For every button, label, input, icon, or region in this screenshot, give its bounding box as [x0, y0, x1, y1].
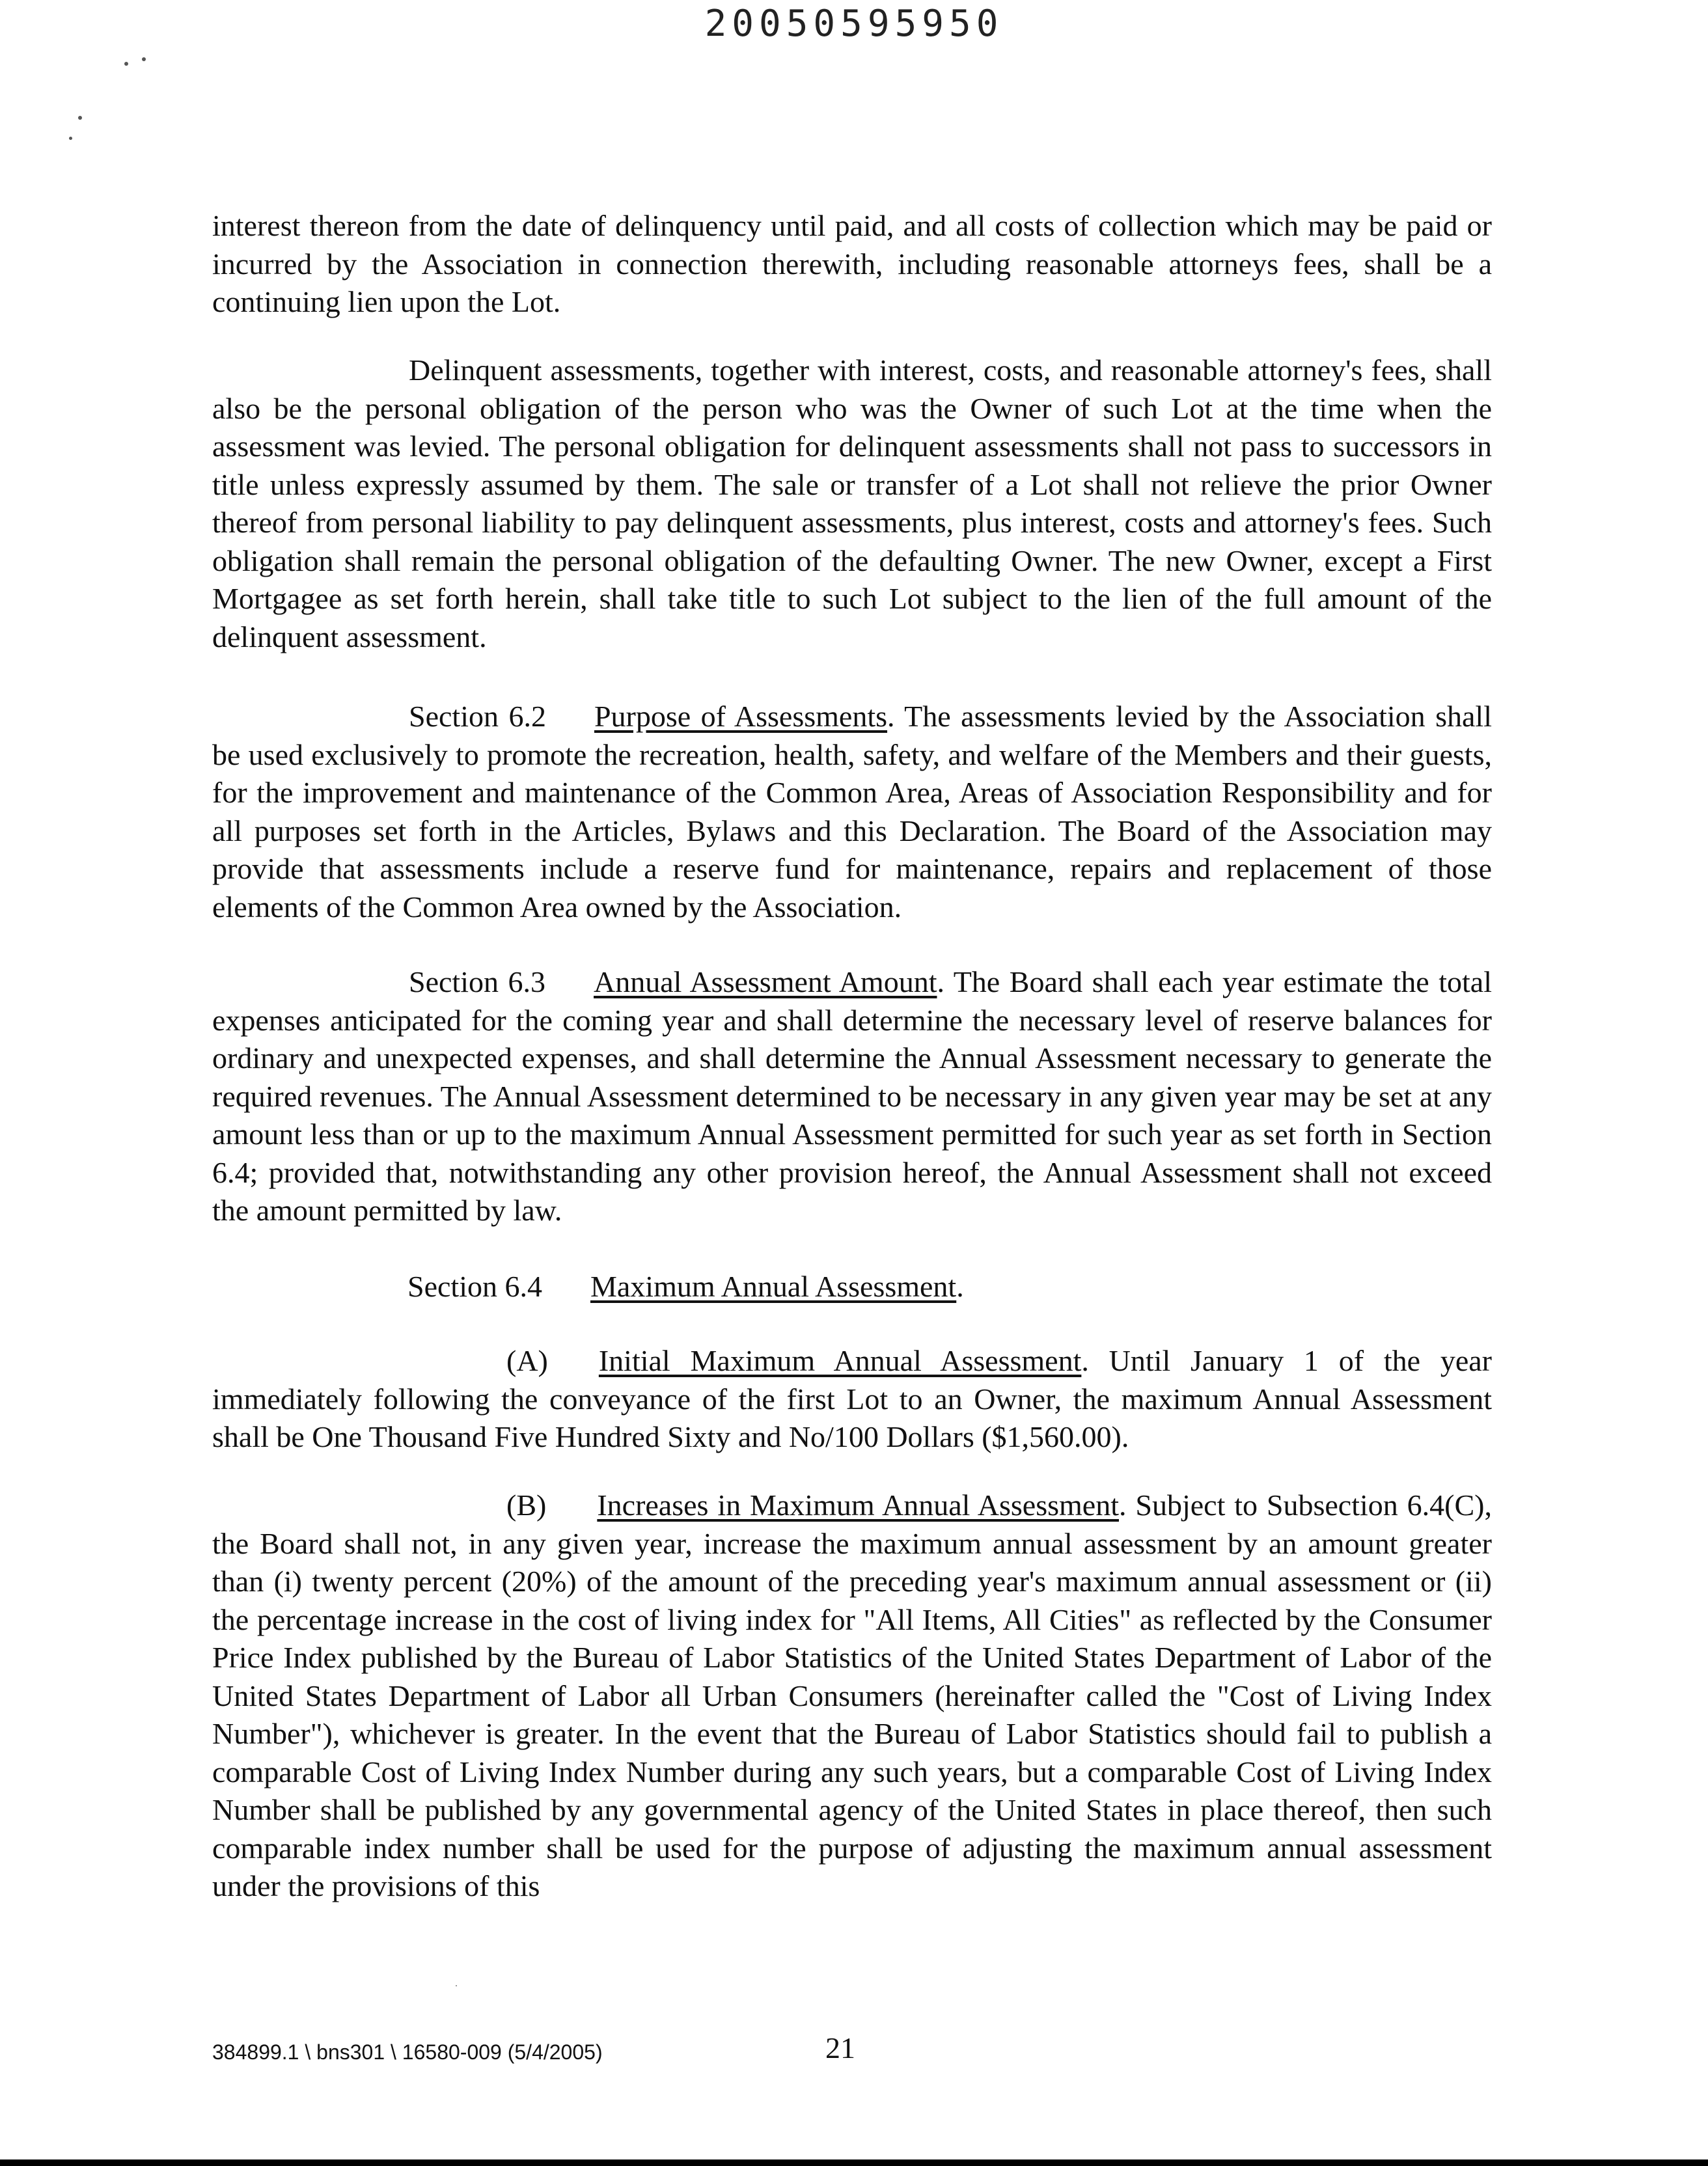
scan-border	[0, 2159, 1708, 2166]
scan-speck	[78, 116, 82, 120]
section-title: Purpose of Assessments	[594, 700, 888, 733]
subsection-title: Initial Maximum Annual Assessment	[598, 1344, 1082, 1377]
scan-speck	[124, 62, 128, 66]
scan-speck	[456, 1985, 457, 1986]
scan-speck	[69, 137, 72, 140]
subsection-body: . Until January 1 of the year immediately following the conveyance of the first Lot to an Owner, the maximum Annual Assessment shall be One Thousand Five Hundred Sixty and No/100 Dollars ($1,560.00).	[212, 1344, 1492, 1453]
paragraph-delinquent-assessments: Delinquent assessments, together with interest, costs, and reasonable attorney's fees, shall also be the personal obligation of the person who was the Owner of such Lot at the time when the assessment was levied. The personal obligation for delinquent assessments shall not pass to successors in title unless expressly assumed by them. The sale or transfer of a Lot shall not relieve the prior Owner thereof from personal liability to pay delinquent assessments, plus interest, costs and attorney's fees. Such obligation shall remain the personal obligation of the defaulting Owner. The new Owner, except a First Mortgagee as set forth herein, shall take title to such Lot subject to the lien of the full amount of the delinquent assessment.	[212, 353, 1492, 653]
section-number: Section 6.4	[407, 1270, 542, 1303]
subsection-b	[212, 1487, 1492, 1906]
subsection-title: Increases in Maximum Annual Assessment	[597, 1488, 1119, 1522]
paragraph-lien: interest thereon from the date of delinquency until paid, and all costs of collection which may be paid or incurred by the Association in connection therewith, including reasonable attorneys fees, shall be a continuing lien upon the Lot.	[212, 209, 1492, 318]
section-number: Section 6.3	[409, 965, 546, 998]
page-number: 21	[825, 2031, 855, 2064]
subsection-body: . Subject to Subsection 6.4(C), the Board shall not, in any given year, increase the maximum annual assessment by an amount greater than (i) twenty percent (20%) of the amount of the preceding year's maximum annual assessment or (ii) the percentage increase in the cost of living index for "All Items, All Cities" as reflected by the Consumer Price Index published by the Bureau of Labor Statistics of the United States Department of Labor of the United States Department of Labor all Urban Consumers (hereinafter called the "Cost of Living Index Number"), whichever is greater. In the event that the Bureau of Labor Statistics should fail to publish a comparable Cost of Living Index Number during any such years, but a comparable Cost of Living Index Number shall be published by any governmental agency of the United States in place thereof, then such comparable index number shall be used for the purpose of adjusting the maximum annual assessment under the provisions of this	[212, 1488, 1492, 1902]
subsection-label: (B)	[506, 1488, 547, 1522]
section-title: Annual Assessment Amount	[594, 965, 937, 998]
section-6-4	[407, 1268, 964, 1306]
section-6-3	[212, 963, 1492, 1230]
document-number: 20050595950	[704, 3, 1004, 45]
scan-speck	[142, 57, 146, 61]
section-trail: .	[956, 1270, 964, 1303]
footer-document-id: 384899.1 \ bns301 \ 16580-009 (5/4/2005)	[212, 2040, 603, 2064]
subsection-a	[212, 1342, 1492, 1457]
section-body: . The assessments levied by the Association shall be used exclusively to promote the recreation, health, safety, and welfare of the Members and their guests, for the improvement and maintenance of the Common Area, Areas of Association Responsibility and for all purposes set forth in the Articles, Bylaws and this Declaration. The Board of the Association may provide that assessments include a reserve fund for maintenance, repairs and replacement of those elements of the Common Area owned by the Association.	[212, 700, 1492, 924]
section-body: . The Board shall each year estimate the total expenses anticipated for the coming year and shall determine the necessary level of reserve balances for ordinary and unexpected expenses, and shall determine the Annual Assessment necessary to generate the required revenues. The Annual Assessment determined to be necessary in any given year may be set at any amount less than or up to the maximum Annual Assessment permitted for such year as set forth in Section 6.4; provided that, notwithstanding any other provision hereof, the Annual Assessment shall not exceed the amount permitted by law.	[212, 965, 1492, 1227]
section-6-2	[212, 698, 1492, 926]
subsection-label: (A)	[506, 1344, 548, 1377]
section-number: Section 6.2	[409, 700, 546, 733]
section-title: Maximum Annual Assessment	[590, 1270, 957, 1303]
